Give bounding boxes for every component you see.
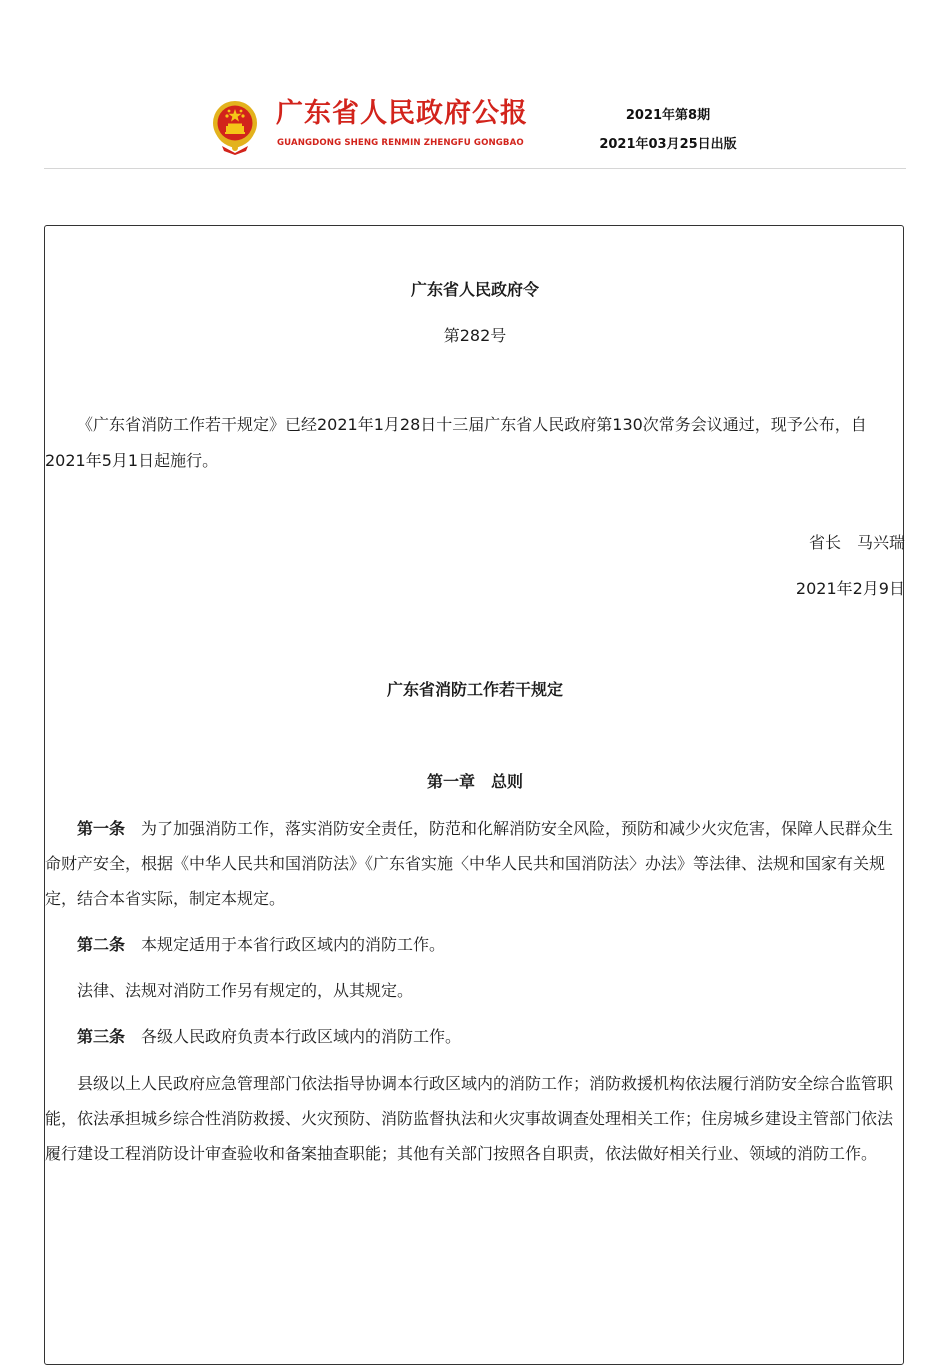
gazette-title: 广东省人民政府公报 [276,98,528,129]
article-1-label: 第一条 [77,819,126,838]
article-2-paragraph-2: 法律、法规对消防工作另有规定的，从其规定。 [77,981,414,1000]
article-3-paragraph-2: 县级以上人民政府应急管理部门依法指导协调本行政区域内的消防工作；消防救援机构依法履行消防安全综合监管职能，依法承担城乡综合性消防救援、火灾预防、消防监督执法和火灾事故调查处理相关工作；住房城乡建设主管部门依法履行建设工程消防设计审查验收和备案抽查职能；其他有关部门按照各自职责，依法做好相关行业、领域的消防工作。 [45,1074,894,1163]
article-3 [45,1020,905,1054]
article-3-text: 各级人民政府负责本行政区域内的消防工作。 [141,1027,462,1046]
article-1-text: 为了加强消防工作，落实消防安全责任，防范和化解消防安全风险，预防和减少火灾危害，保障人民群众生命财产安全，根据《中华人民共和国消防法》《广东省实施〈中华人民共和国消防法〉办法》等法律、法规和国家有关规定，结合本省实际，制定本规定。 [45,819,894,908]
regulation-title: 广东省消防工作若干规定 [386,680,563,699]
national-emblem-icon [206,96,264,156]
order-date: 2021年2月9日 [795,579,905,598]
article-2-text: 本规定适用于本省行政区域内的消防工作。 [141,935,446,954]
order-title: 广东省人民政府令 [410,280,539,299]
chapter-heading: 第一章 总则 [426,772,523,791]
article-1 [45,811,905,916]
order-signatory: 省长 马兴瑞 [808,533,905,552]
issue-number: 2021年第8期 [625,108,711,123]
publish-date: 2021年03月25日出版 [599,137,737,152]
order-number: 第282号 [443,326,507,345]
header-divider [44,168,906,169]
order-text: 《广东省消防工作若干规定》已经2021年1月28日十三届广东省人民政府第130次常务会议通过，现予公布，自2021年5月1日起施行。 [45,415,867,470]
gazette-title-pinyin: GUANGDONG SHENG RENMIN ZHENGFU GONGBAO [277,138,524,148]
article-2-label: 第二条 [77,935,126,954]
issue-info [580,101,756,159]
article-2 [45,928,905,962]
document-body [45,226,905,1171]
article-3-label: 第三条 [77,1027,126,1046]
gazette-header [0,0,950,170]
